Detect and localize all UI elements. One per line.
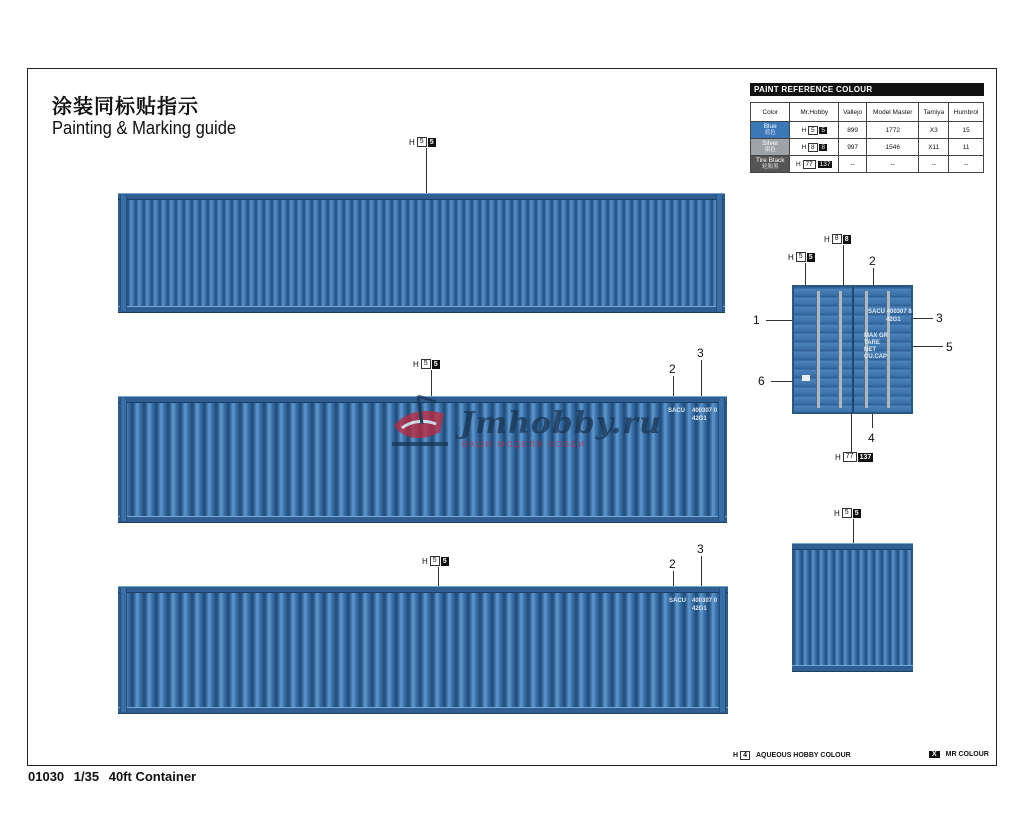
callout-number-3: 3	[697, 346, 704, 360]
paint-reference-heading: PAINT REFERENCE COLOUR	[750, 83, 984, 96]
humbrol-code: --	[949, 156, 984, 173]
leader-line	[853, 519, 854, 544]
col-vallejo: Vallejo	[839, 103, 867, 122]
callout-number-3: 3	[936, 311, 943, 325]
paint-table	[750, 102, 984, 173]
vallejo-code: 997	[839, 139, 867, 156]
col-mrhobby: Mr.Hobby	[790, 103, 839, 122]
kit-number: 01030	[28, 769, 65, 784]
callout-number-5: 5	[946, 340, 953, 354]
marking-owner-code: SACU	[668, 408, 686, 414]
swatch-blue: Blue 蓝色	[751, 122, 790, 139]
paint-reference-table	[750, 83, 984, 173]
marking-size-type: 42G1	[692, 416, 707, 422]
paint-callout-blue: H 5 5	[788, 252, 813, 262]
mrhobby-code: H 8 8	[790, 139, 839, 156]
paint-callout-silver: H 8 8	[824, 234, 849, 244]
callout-number-2: 2	[669, 362, 676, 376]
col-color: Color	[751, 103, 790, 122]
tamiya-code: X11	[919, 139, 949, 156]
paint-row-blue	[751, 122, 984, 139]
humbrol-code: 11	[949, 139, 984, 156]
watermark-logo-icon	[388, 388, 458, 454]
legend-aqueous: H 4 AQUEOUS HOBBY COLOUR	[733, 752, 851, 759]
kit-scale: 1/35	[73, 769, 100, 784]
kit-name: 40ft Container	[108, 769, 197, 784]
callout-number-3: 3	[697, 542, 704, 556]
vallejo-code: --	[839, 156, 867, 173]
marking-size-type: 42G1	[692, 606, 707, 612]
paint-callout-blue: H 5 5	[409, 137, 434, 147]
marking-door-weights: MAX GR TARE NET CU.CAP	[864, 333, 888, 360]
container-front-end-view	[792, 543, 913, 672]
watermark-text: Jmhobby.ru	[460, 406, 662, 441]
legend-aqueous-label: AQUEOUS HOBBY COLOUR	[755, 752, 851, 759]
col-humbrol: Humbrol	[949, 103, 984, 122]
mrhobby-code: H 5 5	[790, 122, 839, 139]
callout-number-2: 2	[869, 254, 876, 268]
leader-line	[438, 567, 439, 587]
callout-number-2: 2	[669, 557, 676, 571]
callout-number-1: 1	[753, 313, 760, 327]
footer-kit-info	[28, 769, 202, 784]
container-roof-view	[118, 193, 725, 313]
tamiya-code: X3	[919, 122, 949, 139]
col-modelmaster: Model Master	[867, 103, 919, 122]
title-english: Painting & Marking guide	[52, 118, 237, 138]
tamiya-code: --	[919, 156, 949, 173]
leader-line	[851, 412, 852, 452]
modelmaster-code: 1546	[867, 139, 919, 156]
paint-callout-blue: H 5 5	[834, 508, 859, 518]
humbrol-code: 15	[949, 122, 984, 139]
container-door-end-view	[792, 285, 913, 414]
leader-line	[426, 148, 427, 194]
paint-row-silver	[751, 139, 984, 156]
door-placard	[802, 375, 810, 381]
container-side-view-2	[118, 586, 728, 714]
marking-owner-code: SACU	[669, 598, 687, 604]
swatch-tire-black: Tire Black 轮胎黑	[751, 156, 790, 173]
swatch-silver: Silver 银色	[751, 139, 790, 156]
paint-callout-blue: H 5 5	[413, 359, 438, 369]
marking-door-line2: 42G1	[886, 317, 901, 323]
legend-mr-colour: X MR COLOUR	[929, 751, 989, 758]
marking-serial: 400307 0	[692, 408, 718, 414]
modelmaster-code: 1772	[867, 122, 919, 139]
legend-mr-label: MR COLOUR	[945, 751, 989, 758]
title-chinese: 涂装同标贴指示	[52, 94, 199, 118]
callout-number-6: 6	[758, 374, 765, 388]
watermark	[388, 388, 662, 459]
watermark-subtext: ВАШИ МОДЕЛИ ХОББИ	[462, 440, 586, 449]
marking-door-line1: SACU 400307 8	[868, 309, 912, 315]
vallejo-code: 899	[839, 122, 867, 139]
paint-callout-blue: H 5 5	[422, 556, 447, 566]
modelmaster-code: --	[867, 156, 919, 173]
mrhobby-code: H 77 137	[790, 156, 839, 173]
marking-serial: 400307 0	[692, 598, 718, 604]
paint-table-header	[751, 103, 984, 122]
col-tamiya: Tamiya	[919, 103, 949, 122]
paint-row-tire-black	[751, 156, 984, 173]
callout-number-4: 4	[868, 431, 875, 445]
paint-callout-tire-black: H 77 137	[835, 452, 872, 462]
